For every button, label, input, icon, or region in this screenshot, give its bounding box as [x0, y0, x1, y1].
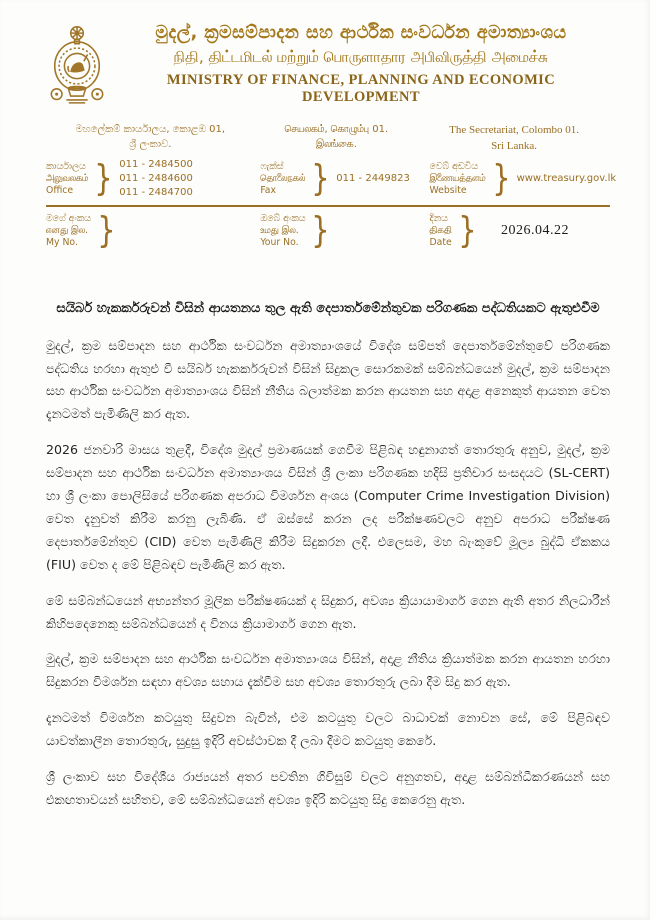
- fax-block: [260, 157, 429, 199]
- fax-labels: ෆැක්ස් தொலைநகல் Fax: [260, 160, 306, 196]
- paragraph-1: මුදල්, ක්‍රම සම්පාදන සහ ආර්ථික සංවර්ධන අමාත්‍යාංශයේ විදේශ සම්පත් දෙපාර්තමේන්තුවේ පරිගණක පද්ධතිය හරහා ඇතුළු වී සයිබර් හැකර්කරුවන් විසින් සිදුකල සොරකමක් සම්බන්ධයෙන් මුදල්, ක්‍රම සම්පාදන සහ ආර්ථික සංවර්ධන අමාත්‍යාංශය විසින් නීතිය බලාත්මක කරන ආයතන සහ අදාළ අනෙකුත් ආයතන වෙත දැනටමත් පැමිණිලි කර ඇත.: [46, 337, 610, 422]
- ministry-title-tamil: நிதி, திட்டமிடல் மற்றும் பொருளாதார அபிவிருத்தி அமைச்சு: [173, 47, 549, 66]
- address-row: [46, 123, 610, 155]
- date-labels: දිනය திகதி Date: [429, 212, 453, 249]
- document-title: සයිබර් හැකර්කරුවන් විසින් ආයතනය තුල ඇති දෙපාර්තමේන්තුවක පරිගණක පද්ධතියකට ඇතුළුවීම: [56, 301, 600, 317]
- brace-icon: }: [311, 209, 331, 251]
- ministry-title-english: MINISTRY OF FINANCE, PLANNING AND ECONOMIC DEVELOPMENT: [166, 71, 556, 105]
- office-phone-block: [46, 158, 260, 200]
- fax-number: 011 - 2449823: [336, 172, 410, 184]
- brace-icon: }: [311, 157, 330, 199]
- paragraph-6: ශ්‍රී ලංකාව සහ විදේශීය රාජ්‍යයන් අතර පවතින ගිවිසුම් වලට අනුගතව, අදාළ සම්බන්ධීකරණයන් සහ එකඟතාවයන් සහිතව, මේ සම්බන්ධයෙන් අවශ්‍ය ඉදිරි කටයුතු සිදු කෙරෙනු ඇත.: [46, 769, 610, 808]
- office-labels: කාර්යාලය அலுவலகம் Office: [46, 160, 89, 196]
- address-english: The Secretariat, Colombo 01. Sri Lanka.: [449, 124, 579, 152]
- website-labels: වෙබ් අඩවිය இணையத்தளம் Website: [429, 160, 486, 196]
- your-no-block: [260, 209, 429, 251]
- contact-row: [46, 157, 617, 200]
- date-block: [429, 209, 610, 251]
- paragraph-5: දැනටමත් විමර්ශන කටයුතු සිදුවන බැවින්, එම කටයුතු වලට බාධාවක් නොවන සේ, මේ පිළිබඳව යාවත්කාලීන තොරතුරු, සුදුසු ඉදිරි අවස්ථාවක දී ලබා දීමට කටයුතු කෙරේ.: [46, 710, 610, 749]
- paragraph-2: 2026 ජනවාරි මාසය තුළදී, විදේශ මුදල් ප්‍රමාණයක් ගෙවීම පිළිබඳ හඳුනාගත් තොරතුරු අනුව, මුදල්, ක්‍රම සම්පාදන සහ ආර්ථික සංවර්ධන අමාත්‍යාංශය විසින් ශ්‍රී ලංකා පරිගණක හදිසි ප්‍රතිචාර සංසදයට (SL-CERT) හා ශ්‍රී ලංකා පොලිසියේ පරිගණක අපරාධ විමර්ශන අංශය (Computer Crime Investigation Division) වෙත දැනුවත් කිරීම කරනු ලැබිණි. ඒ ඔස්සේ කරන ලද පරීක්ෂණවලට අනුව අපරාධ පරීක්ෂණ දෙපාර්තමේන්තුව (CID) වෙත පැමිණිලි කිරීම සිදුකරන ලදී. එලෙසම, මහ බැංකුවේ මූල්‍ය බුද්ධි ඒකකය (FIU) වෙත ද මේ පිළිබඳව පැමිණිලි කර ඇත.: [46, 442, 610, 572]
- date-value: 2026.04.22: [501, 222, 570, 238]
- brace-icon: }: [458, 209, 477, 251]
- letter-body: [46, 299, 610, 812]
- letterhead: [46, 20, 610, 114]
- website-block: [429, 157, 617, 199]
- brace-icon: }: [97, 209, 116, 251]
- reference-row: [46, 209, 610, 255]
- brace-icon: }: [94, 157, 113, 199]
- ministry-title-sinhala: මුදල්, ක්‍රමසම්පාදන සහ ආර්ථික සංවර්ධන අමාත්‍යාංශය: [155, 23, 567, 43]
- address-sinhala: මහලේකම් කාර්යාලය, කොළඹ 01, ශ්‍රී ලංකාව.: [75, 124, 226, 150]
- sri-lanka-emblem-icon: [46, 20, 112, 114]
- brace-icon: }: [491, 157, 511, 199]
- my-no-block: [46, 209, 260, 251]
- my-no-labels: මගේ අංකය எனது இல. My No.: [46, 212, 91, 249]
- paragraph-4: මුදල්, ක්‍රම සම්පාදන සහ ආර්ථික සංවර්ධන අමාත්‍යාංශය විසින්, අදාළ නීතිය ක්‍රියාත්මක කරන ආයතන හරහා සිදුකරන විමර්ශන සඳහා අවශ්‍ය සහාය දැක්වීම සහ අවශ්‍ය තොරතුරු ලබා දීම සිදු කර ඇත.: [46, 651, 610, 690]
- ministry-titles: [112, 20, 610, 106]
- address-tamil: செயலகம், கொழும்பு 01. இலங்கை.: [284, 124, 389, 150]
- paragraph-3: මේ සම්බන්ධයෙන් අභ්‍යන්තර මූලික පරීක්ෂණයක් ද සිදුකර, අවශ්‍ය ක්‍රියායාමාර්ග ගෙන ඇති අතර නිලධාරීන් කිහිපදෙනෙකු සම්බන්ධයෙන් ද විනය ක්‍රියාමාර්ග ගෙන ඇත.: [46, 592, 610, 631]
- office-phone-numbers: 011 - 2484500 011 - 2484600 011 - 2484700: [119, 158, 193, 198]
- divider-line: [46, 205, 610, 207]
- your-no-labels: ඔබේ අංකය உமது இல. Your No.: [260, 212, 306, 249]
- website-url: www.treasury.gov.lk: [516, 172, 617, 184]
